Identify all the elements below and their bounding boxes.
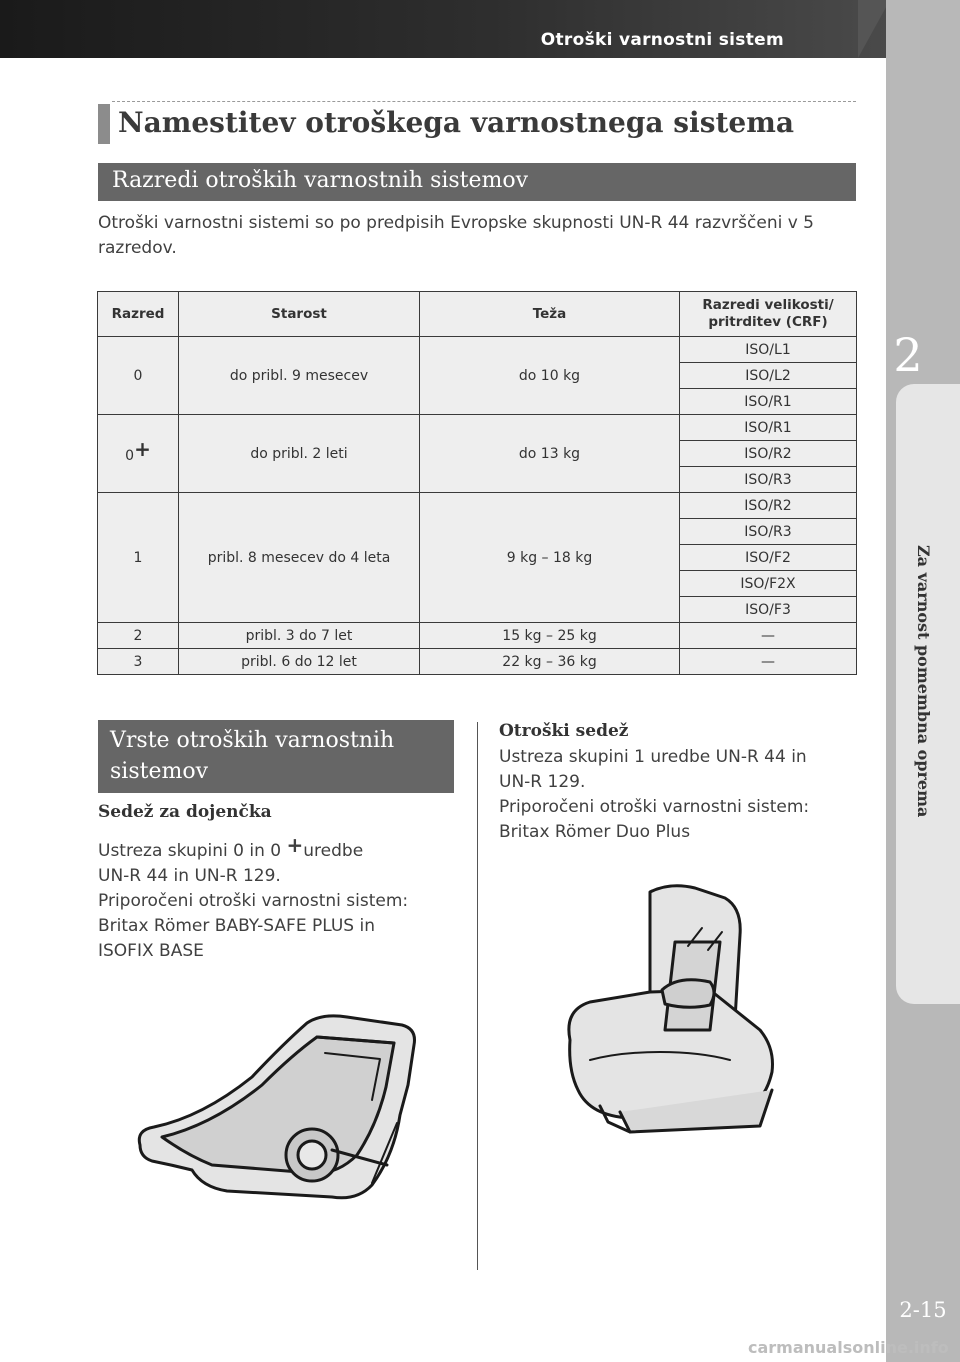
section-marker	[98, 104, 110, 144]
col-header-teza: Teža	[420, 292, 680, 337]
cell-teza: do 10 kg	[420, 337, 680, 415]
child-line3: Priporočeni otroški varnostni sistem:	[499, 797, 810, 817]
table-header-row	[98, 292, 857, 337]
col-header-razred: Razred	[98, 292, 179, 337]
child-line2: UN-R 129.	[499, 772, 586, 792]
child-line1: Ustreza skupini 1 uredbe UN-R 44 in	[499, 747, 807, 767]
cell-crf: ISO/R1	[680, 389, 857, 415]
cell-crf: ISO/L1	[680, 337, 857, 363]
classes-intro: Otroški varnostni sistemi so po predpisih Evropske skupnosti UN-R 44 razvrščeni v 5 razredov.	[98, 213, 815, 258]
header-title: Otroški varnostni sistem	[540, 30, 784, 50]
child-seat-illustration	[560, 880, 782, 1152]
razred-value: 1	[133, 549, 143, 566]
table-body	[98, 337, 857, 675]
table-row	[98, 337, 857, 363]
infant-seat-title: Sedež za dojenčka	[98, 802, 272, 822]
cell-teza: 22 kg – 36 kg	[420, 649, 680, 675]
column-divider	[477, 722, 478, 1270]
cell-crf: ISO/R2	[680, 493, 857, 519]
cell-crf: ISO/F2	[680, 545, 857, 571]
section-divider	[112, 101, 856, 102]
cell-crf: ISO/F3	[680, 597, 857, 623]
infant-line1-a: Ustreza skupini 0 in 0	[98, 841, 287, 861]
cell-starost: pribl. 6 do 12 let	[179, 649, 420, 675]
child-seat-text	[499, 745, 859, 845]
col-header-crf: Razredi velikosti/ pritrditev (CRF)	[680, 292, 857, 337]
table-row	[98, 415, 857, 441]
cell-crf: ISO/R2	[680, 441, 857, 467]
cell-starost: do pribl. 2 leti	[179, 415, 420, 493]
cell-starost: pribl. 8 mesecev do 4 leta	[179, 493, 420, 623]
table-row	[98, 623, 857, 649]
infant-line5: ISOFIX BASE	[98, 941, 204, 961]
cell-crf: ISO/F2X	[680, 571, 857, 597]
classes-heading: Razredi otroških varnostnih sistemov	[98, 163, 856, 201]
razred-value: 0	[133, 367, 143, 384]
infant-carrier-illustration	[132, 1005, 422, 1205]
plus-sign: +	[134, 436, 151, 461]
table-row	[98, 649, 857, 675]
cell-razred	[98, 623, 179, 649]
types-heading: Vrste otroških varnostnih sistemov	[98, 720, 454, 793]
table-row	[98, 493, 857, 519]
cell-crf: —	[680, 623, 857, 649]
cell-razred	[98, 415, 179, 493]
infant-line4: Britax Römer BABY-SAFE PLUS in	[98, 916, 375, 936]
watermark: carmanualsonline.info	[748, 1338, 949, 1357]
infant-seat-text	[98, 833, 458, 964]
razred-value: 2	[133, 627, 143, 644]
child-seat-title: Otroški sedež	[499, 721, 629, 741]
cell-razred	[98, 493, 179, 623]
razred-value: 0	[125, 447, 135, 464]
col-header-starost: Starost	[179, 292, 420, 337]
cell-crf: ISO/R3	[680, 519, 857, 545]
cell-teza: 15 kg – 25 kg	[420, 623, 680, 649]
infant-line2: UN-R 44 in UN-R 129.	[98, 866, 281, 886]
cell-crf: ISO/L2	[680, 363, 857, 389]
cell-starost: do pribl. 9 mesecev	[179, 337, 420, 415]
cell-crf: ISO/R3	[680, 467, 857, 493]
section-title: Namestitev otroškega varnostnega sistema	[118, 106, 794, 139]
cell-teza: 9 kg – 18 kg	[420, 493, 680, 623]
cell-razred	[98, 337, 179, 415]
chapter-label: Za varnost pomembna oprema	[914, 545, 933, 818]
header-bar	[0, 0, 890, 58]
infant-line3: Priporočeni otroški varnostni sistem:	[98, 891, 409, 911]
cell-razred	[98, 649, 179, 675]
cell-starost: pribl. 3 do 7 let	[179, 623, 420, 649]
plus-sign: +	[286, 833, 304, 857]
classes-table	[97, 291, 857, 675]
cell-crf: ISO/R1	[680, 415, 857, 441]
cell-teza: do 13 kg	[420, 415, 680, 493]
chapter-number: 2	[893, 328, 923, 382]
page-number: 2-15	[899, 1298, 947, 1322]
infant-line1-b: uredbe	[303, 841, 364, 861]
child-line4: Britax Römer Duo Plus	[499, 822, 691, 842]
cell-crf: —	[680, 649, 857, 675]
razred-value: 3	[133, 653, 143, 670]
